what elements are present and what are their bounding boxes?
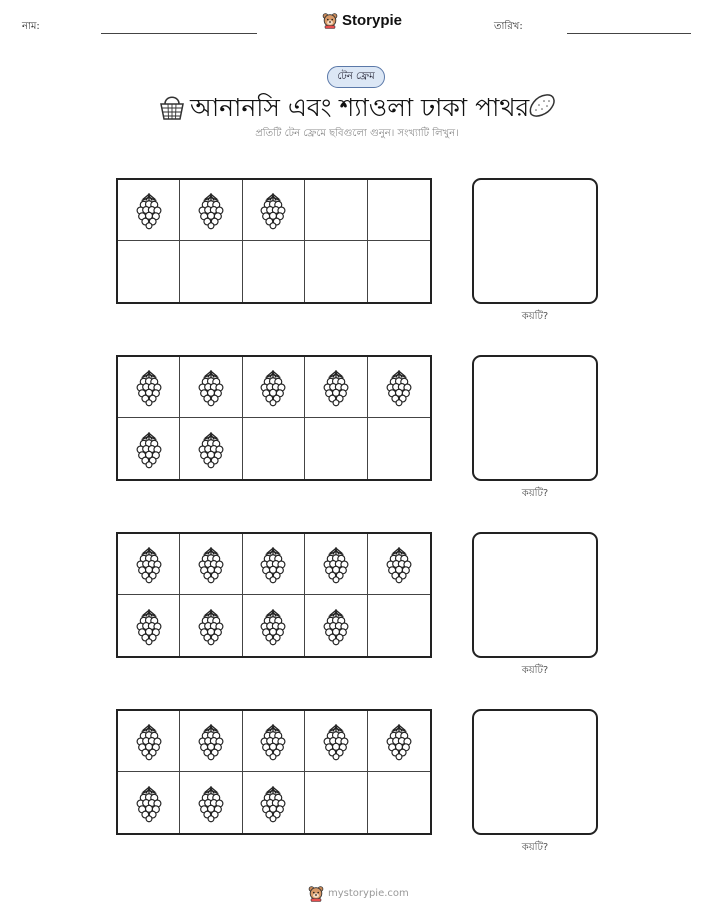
ten-frame-cell (180, 241, 242, 302)
raspberry-icon (194, 721, 228, 761)
ten-frame-cell (368, 595, 430, 656)
bear-mascot-icon (308, 885, 324, 902)
ten-frame-cell (243, 180, 305, 241)
footer-url: mystorypie.com (328, 888, 409, 899)
ten-frame-cell (368, 711, 430, 772)
ten-frame-cell (243, 241, 305, 302)
ten-frame-cell (305, 711, 367, 772)
worksheet-title: আনানসি এবং শ্যাওলা ঢাকা পাথর (190, 93, 530, 122)
raspberry-icon (319, 606, 353, 646)
ten-frame-cell (368, 772, 430, 833)
instructions: প্রতিটি টেন ফ্রেমে ছবিগুলো গুনুন। সংখ্যাটি লিখুন। (255, 128, 459, 139)
answer-box[interactable] (472, 355, 598, 481)
ten-frame-cell (368, 534, 430, 595)
raspberry-icon (132, 190, 166, 230)
ten-frame-cell (243, 357, 305, 418)
ten-frame-cell (368, 241, 430, 302)
raspberry-icon (256, 606, 290, 646)
raspberry-icon (132, 429, 166, 469)
ten-frame-cell (368, 357, 430, 418)
ten-frame-cell (118, 241, 180, 302)
raspberry-icon (132, 721, 166, 761)
raspberry-icon (319, 721, 353, 761)
raspberry-icon (194, 783, 228, 823)
ten-frame-cell (243, 534, 305, 595)
ten-frame-cell (118, 595, 180, 656)
ten-frame-cell (243, 418, 305, 479)
ten-frame-cell (305, 534, 367, 595)
ten-frame-cell (305, 357, 367, 418)
ten-frame-cell (243, 772, 305, 833)
ten-frame-cell (243, 595, 305, 656)
answer-label: কয়টি? (521, 665, 549, 676)
answer-box[interactable] (472, 178, 598, 304)
raspberry-icon (256, 544, 290, 584)
basket-icon (158, 92, 186, 122)
raspberry-icon (132, 606, 166, 646)
ten-frame-cell (118, 534, 180, 595)
name-label: নাম: (22, 21, 40, 32)
ten-frame-cell (305, 418, 367, 479)
ten-frame (116, 532, 432, 658)
ten-frame (116, 355, 432, 481)
raspberry-icon (194, 606, 228, 646)
brand (322, 12, 402, 29)
raspberry-icon (194, 367, 228, 407)
ten-frame-cell (305, 180, 367, 241)
ten-frame-cell (180, 357, 242, 418)
worksheet-tag-text: টেন ফ্রেম (337, 70, 375, 82)
raspberry-icon (194, 429, 228, 469)
answer-box[interactable] (472, 532, 598, 658)
raspberry-icon (382, 544, 416, 584)
ten-frame (116, 178, 432, 304)
ten-frame-cell (368, 418, 430, 479)
name-line (101, 33, 257, 34)
ten-frame-cell (180, 180, 242, 241)
raspberry-icon (382, 721, 416, 761)
date-line (567, 33, 691, 34)
ten-frame-cell (243, 711, 305, 772)
answer-label: কয়টি? (521, 488, 549, 499)
ten-frame-cell (118, 357, 180, 418)
ten-frame-cell (180, 772, 242, 833)
date-label: তারিখ: (494, 21, 523, 32)
raspberry-icon (194, 190, 228, 230)
raspberry-icon (132, 367, 166, 407)
raspberry-icon (194, 544, 228, 584)
raspberry-icon (256, 367, 290, 407)
raspberry-icon (132, 544, 166, 584)
ten-frame-cell (118, 772, 180, 833)
footer (308, 885, 409, 902)
answer-label: কয়টি? (521, 842, 549, 853)
raspberry-icon (256, 783, 290, 823)
raspberry-icon (256, 721, 290, 761)
brand-name: Storypie (342, 12, 403, 29)
ten-frame-cell (118, 711, 180, 772)
ten-frame-cell (305, 595, 367, 656)
ten-frame-cell (118, 418, 180, 479)
stone-icon (527, 92, 557, 120)
raspberry-icon (319, 367, 353, 407)
raspberry-icon (382, 367, 416, 407)
worksheet-tag (327, 66, 385, 88)
raspberry-icon (256, 190, 290, 230)
ten-frame-cell (368, 180, 430, 241)
ten-frame-cell (118, 180, 180, 241)
answer-box[interactable] (472, 709, 598, 835)
bear-mascot-icon (322, 12, 338, 29)
ten-frame-cell (180, 595, 242, 656)
raspberry-icon (319, 544, 353, 584)
ten-frame (116, 709, 432, 835)
answer-label: কয়টি? (521, 311, 549, 322)
raspberry-icon (132, 783, 166, 823)
ten-frame-cell (305, 772, 367, 833)
ten-frame-cell (180, 534, 242, 595)
ten-frame-cell (305, 241, 367, 302)
ten-frame-cell (180, 418, 242, 479)
ten-frame-cell (180, 711, 242, 772)
